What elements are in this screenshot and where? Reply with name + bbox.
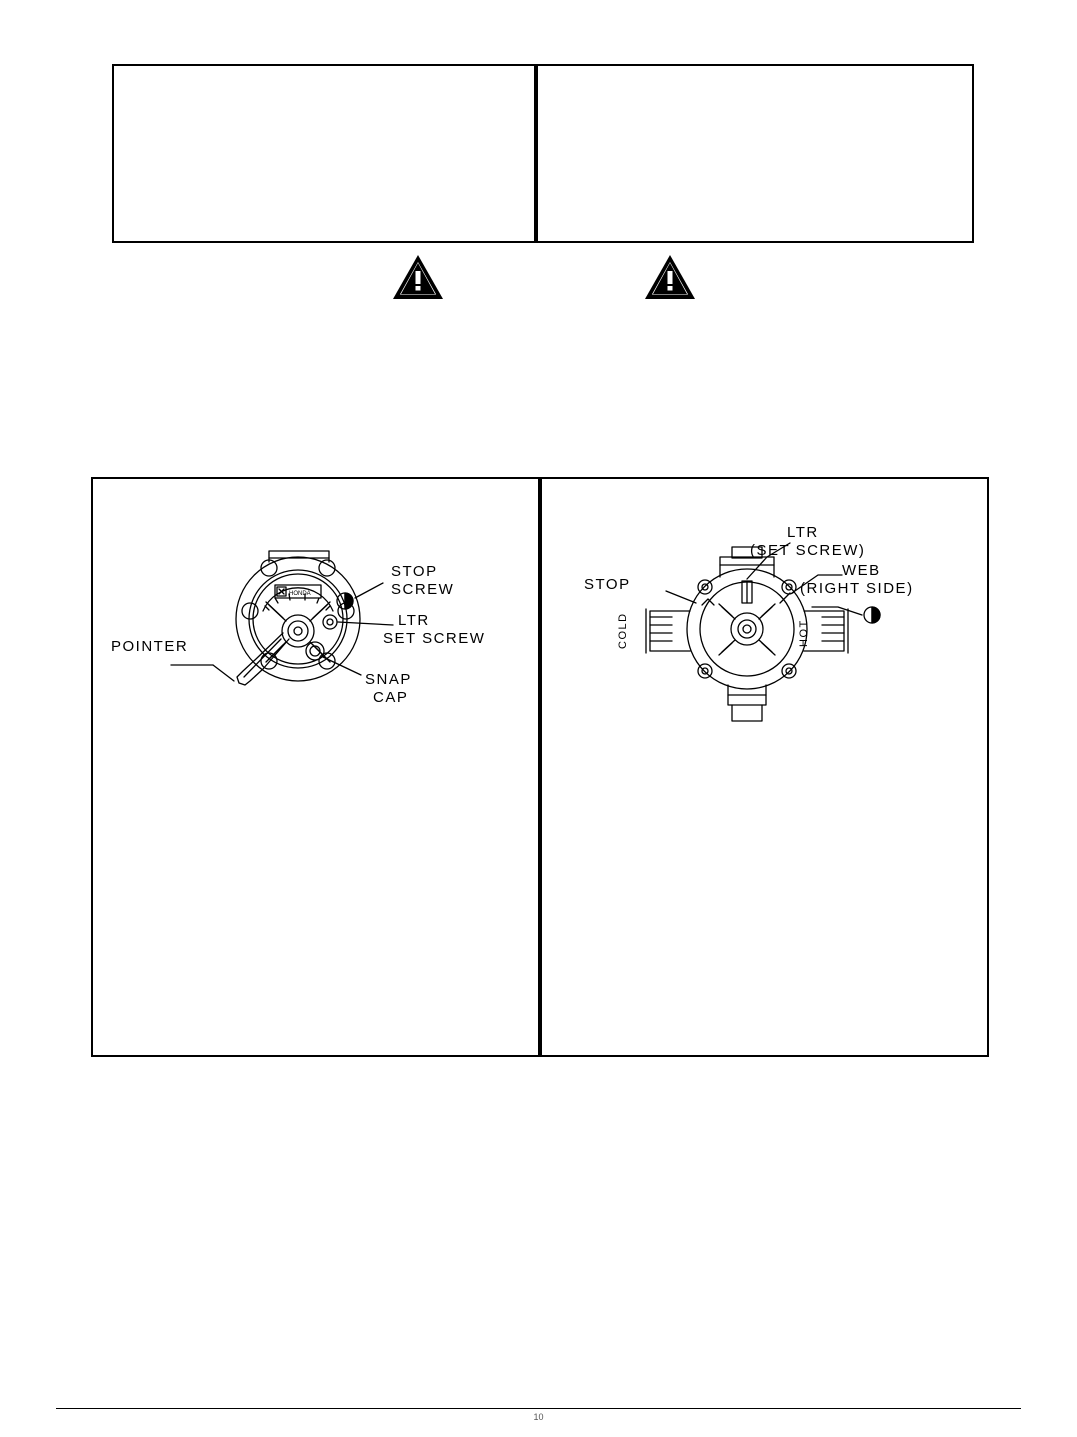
warning-triangle-icon (391, 253, 445, 301)
label-ltr-line1: LTR (787, 524, 819, 541)
valve-body-drawing (542, 479, 987, 1055)
label-snap-cap-line1: SNAP (365, 671, 412, 688)
label-pointer: POINTER (111, 638, 189, 655)
page-number: 10 (533, 1412, 544, 1422)
figure-valve-body-view (540, 477, 989, 1057)
label-stop: STOP (584, 576, 631, 593)
label-hot: HOT (798, 619, 810, 647)
label-web-line1: WEB (842, 562, 881, 579)
warning-box-left-text (114, 66, 534, 82)
valve-face-drawing (93, 479, 538, 1055)
label-ltr-line1: LTR (398, 612, 430, 629)
warning-box-right-text (538, 66, 972, 82)
label-snap-cap-line2: CAP (373, 689, 409, 706)
label-stop-screw-line2: SCREW (391, 581, 455, 598)
warning-box-right (536, 64, 974, 243)
warning-triangle-icon (643, 253, 697, 301)
logo-text: HONDA (289, 591, 311, 597)
label-ltr-line2: (SET SCREW) (750, 542, 866, 559)
label-stop-screw-line1: STOP (391, 563, 438, 580)
footer-divider (56, 1408, 1021, 1409)
figure-valve-face-view (91, 477, 540, 1057)
label-web-line2: (RIGHT SIDE) (800, 580, 914, 597)
warning-box-left (112, 64, 536, 243)
label-ltr-line2: SET SCREW (383, 630, 486, 647)
label-cold: COLD (617, 612, 629, 649)
